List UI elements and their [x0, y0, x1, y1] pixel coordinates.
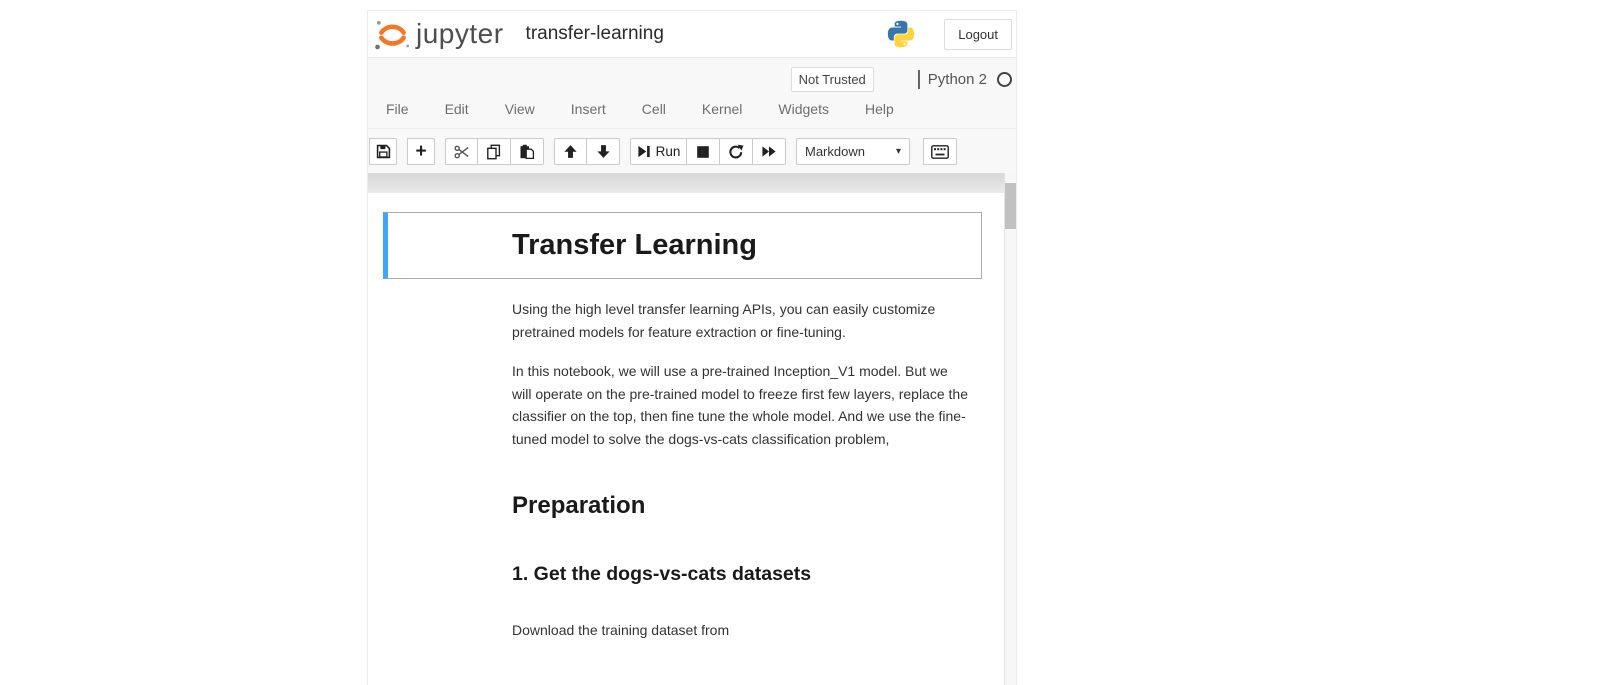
notebook-h2: Preparation: [512, 492, 646, 520]
menu-kernel[interactable]: Kernel: [701, 101, 743, 117]
python-logo-icon: [886, 19, 916, 49]
paragraph: Download the training dataset from: [512, 621, 730, 638]
stop-icon: [696, 145, 710, 159]
run-cell-button[interactable]: [630, 138, 687, 165]
menu-section: [368, 57, 1016, 129]
notebook-h1: Transfer Learning: [512, 229, 757, 261]
indicator-row: [368, 58, 1016, 92]
restart-icon: [728, 144, 744, 160]
paste-icon: [519, 144, 535, 160]
vertical-scrollbar[interactable]: [1004, 173, 1016, 685]
markdown-cell-title[interactable]: [383, 212, 982, 279]
notebook-area: [368, 173, 1016, 685]
plus-icon: +: [415, 141, 427, 162]
menu-insert[interactable]: Insert: [570, 101, 606, 117]
paragraph: In this notebook, we will use a pre-trained Inception_V1 model. But we will operate on the pre-trained model to freeze first few layers, replace the classifier on the top, then fine tune the whole model. And we use the fine-tuned model to solve the dogs-vs-cats classification problem,: [512, 363, 969, 447]
run-icon: [637, 144, 651, 159]
add-cell-button[interactable]: [407, 138, 435, 165]
jupyter-logo-icon: [374, 17, 411, 51]
notebook-h3: 1. Get the dogs-vs-cats datasets: [512, 563, 812, 586]
copy-cell-button[interactable]: [478, 138, 511, 165]
kernel-name: Python 2: [927, 70, 987, 88]
notebook-page: [368, 193, 1004, 641]
header: [368, 11, 1016, 57]
toolbar: [368, 129, 1016, 173]
command-palette-button[interactable]: [923, 138, 957, 165]
kernel-indicator: [918, 70, 1012, 89]
save-icon: [376, 144, 391, 159]
chevron-down-icon: ▾: [895, 146, 901, 157]
jupyter-logo[interactable]: [374, 17, 504, 51]
menu-bar: [368, 92, 1016, 128]
arrow-down-icon: [596, 144, 611, 159]
move-cell-up-button[interactable]: [554, 138, 587, 165]
paragraph: Using the high level transfer learning APIs, you can easily customize pretrained models for feature extraction or fine-tuning.: [512, 301, 936, 340]
markdown-cell-body[interactable]: [383, 298, 970, 641]
menu-cell[interactable]: Cell: [641, 101, 666, 117]
restart-kernel-button[interactable]: [720, 138, 753, 165]
copy-icon: [486, 144, 502, 160]
jupyter-notebook-app: [367, 10, 1017, 685]
kernel-idle-icon: [997, 72, 1012, 87]
header-right: [886, 19, 1012, 50]
move-cell-down-button[interactable]: [587, 138, 620, 165]
arrow-up-icon: [563, 144, 578, 159]
menu-help[interactable]: Help: [864, 101, 894, 117]
fast-forward-icon: [761, 144, 777, 159]
trust-badge[interactable]: Not Trusted: [791, 67, 874, 92]
notebook-title[interactable]: transfer-learning: [525, 23, 664, 44]
kernel-separator: [918, 70, 920, 89]
run-label: Run: [655, 144, 681, 159]
scrollbar-thumb[interactable]: [1005, 183, 1016, 229]
menu-file[interactable]: File: [386, 101, 409, 117]
save-button[interactable]: [369, 138, 397, 165]
menu-view[interactable]: View: [504, 101, 535, 117]
jupyter-logo-text: jupyter: [416, 18, 504, 49]
cell-type-dropdown[interactable]: [796, 138, 910, 165]
keyboard-icon: [931, 145, 949, 159]
notebook-top-gap: [368, 173, 1004, 193]
restart-run-all-button[interactable]: [753, 138, 786, 165]
cut-icon: [454, 144, 470, 160]
paste-cell-button[interactable]: [511, 138, 544, 165]
interrupt-kernel-button[interactable]: [687, 138, 720, 165]
cell-type-value: Markdown: [805, 144, 865, 159]
menu-widgets[interactable]: Widgets: [778, 101, 829, 117]
cut-cell-button[interactable]: [445, 138, 478, 165]
menu-edit[interactable]: Edit: [444, 101, 469, 117]
logout-button[interactable]: Logout: [944, 19, 1012, 50]
